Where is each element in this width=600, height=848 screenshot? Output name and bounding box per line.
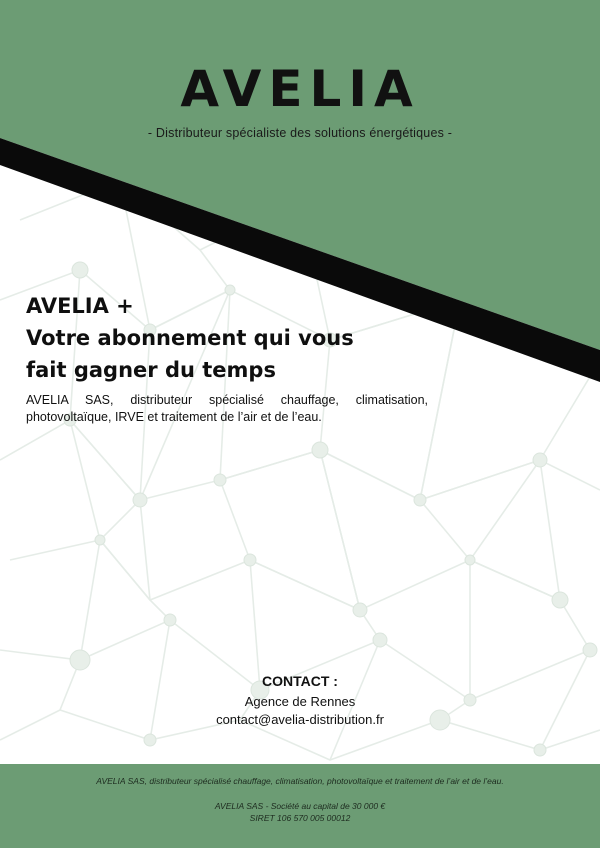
headline-line-2: Votre abonnement qui vous: [26, 326, 354, 350]
contact-email[interactable]: contact@avelia-distribution.fr: [216, 712, 384, 727]
contact-section: [0, 673, 600, 729]
footer: [0, 764, 600, 848]
contact-agency: Agence de Rennes: [244, 694, 356, 709]
headline: [26, 290, 446, 386]
headline-line-1: AVELIA +: [26, 294, 134, 318]
footer-capital: AVELIA SAS - Société au capital de 30 000 €: [214, 801, 386, 811]
tagline: - Distributeur spécialiste des solutions énergétiques -: [147, 126, 453, 140]
contact-title: CONTACT :: [262, 673, 338, 689]
avelia-logo: AVELIA: [180, 60, 420, 118]
company-description: AVELIA SAS, distributeur spécialisé chauffage, climatisation, photovoltaïque, IRVE et traitement de l’air et de l’eau.: [26, 393, 428, 424]
headline-line-3: fait gagner du temps: [26, 358, 276, 382]
footer-siret: SIRET 106 570 005 00012: [249, 813, 351, 823]
footer-description: AVELIA SAS, distributeur spécialisé chauffage, climatisation, photovoltaïque et traitement de l’air et de l’eau.: [96, 776, 504, 786]
